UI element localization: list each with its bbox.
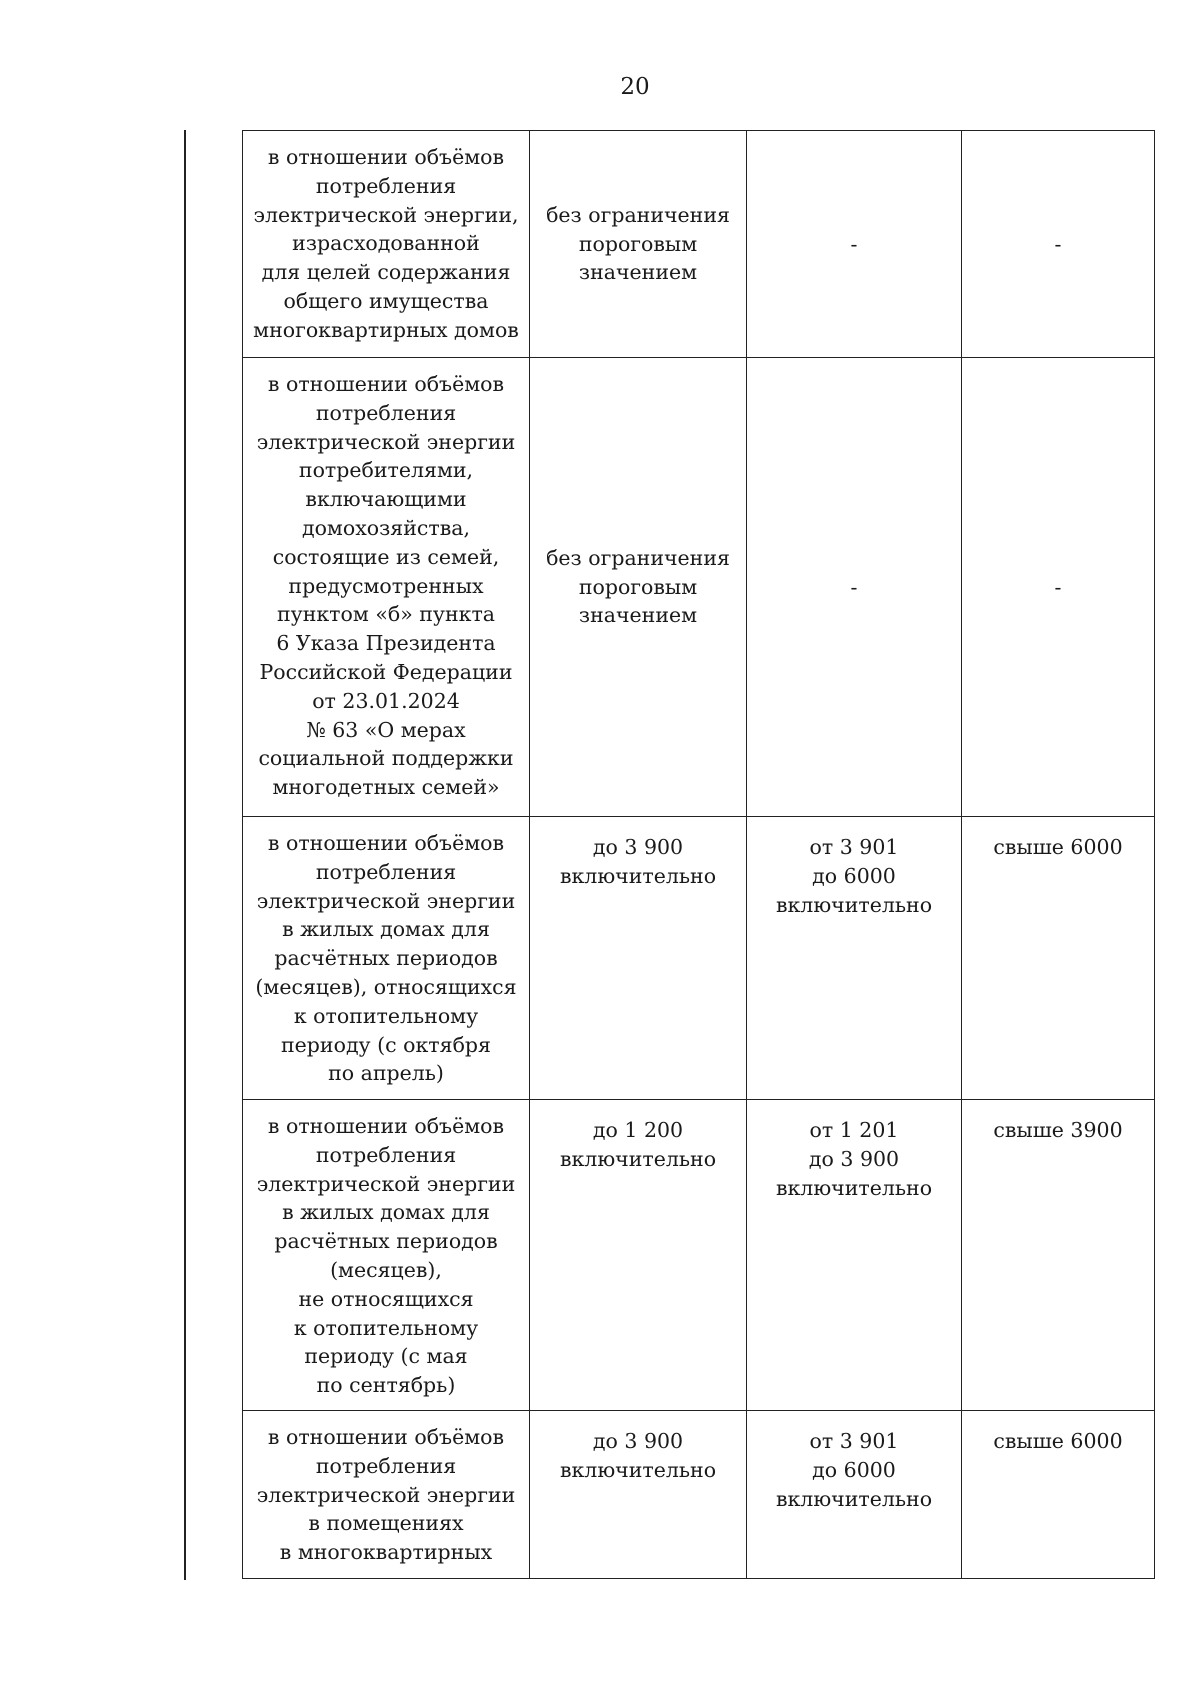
level-2-cell: от 3 901 до 6000 включительно — [747, 1411, 962, 1579]
row-number-cell — [185, 817, 243, 1100]
level-1-cell: без ограничения пороговым значением — [530, 131, 747, 358]
level-3-cell: - — [962, 358, 1155, 817]
level-2-cell: - — [747, 358, 962, 817]
table-left-border — [184, 130, 186, 1580]
consumption-description-cell: в отношении объёмов потребления электрической энергии в жилых домах для расчётных периодов (месяцев), не относящихся к отопительному периоду (с мая по сентябрь) — [243, 1100, 530, 1411]
level-1-cell: до 3 900 включительно — [530, 817, 747, 1100]
table-row — [185, 131, 1155, 358]
consumption-description-cell: в отношении объёмов потребления электрической энергии в помещениях в многоквартирных — [243, 1411, 530, 1579]
page-number: 20 — [620, 74, 650, 100]
row-number-cell — [185, 358, 243, 817]
level-2-cell: от 1 201 до 3 900 включительно — [747, 1100, 962, 1411]
level-2-cell: - — [747, 131, 962, 358]
row-number-cell — [185, 1411, 243, 1579]
level-3-cell: свыше 6000 — [962, 817, 1155, 1100]
level-3-cell: - — [962, 131, 1155, 358]
level-1-cell: до 3 900 включительно — [530, 1411, 747, 1579]
consumption-description-cell: в отношении объёмов потребления электрической энергии потребителями, включающими домохозяйства, состоящие из семей, предусмотренных пунктом «б» пункта 6 Указа Президента Российской Федерации от 23.01.2024 № 63 «О мерах социальной поддержки многодетных семей» — [243, 358, 530, 817]
level-3-cell: свыше 6000 — [962, 1411, 1155, 1579]
level-2-cell: от 3 901 до 6000 включительно — [747, 817, 962, 1100]
table-row — [185, 1411, 1155, 1579]
level-1-cell: до 1 200 включительно — [530, 1100, 747, 1411]
table-row — [185, 817, 1155, 1100]
consumption-description-cell: в отношении объёмов потребления электрической энергии в жилых домах для расчётных периодов (месяцев), относящихся к отопительному периоду (с октября по апрель) — [243, 817, 530, 1100]
table-row — [185, 358, 1155, 817]
table-row — [185, 1100, 1155, 1411]
level-3-cell: свыше 3900 — [962, 1100, 1155, 1411]
level-1-cell: без ограничения пороговым значением — [530, 358, 747, 817]
row-number-cell — [185, 131, 243, 358]
consumption-description-cell: в отношении объёмов потребления электрической энергии, израсходованной для целей содержания общего имущества многоквартирных домов — [243, 131, 530, 358]
tariff-threshold-table — [184, 130, 1155, 1579]
row-number-cell — [185, 1100, 243, 1411]
